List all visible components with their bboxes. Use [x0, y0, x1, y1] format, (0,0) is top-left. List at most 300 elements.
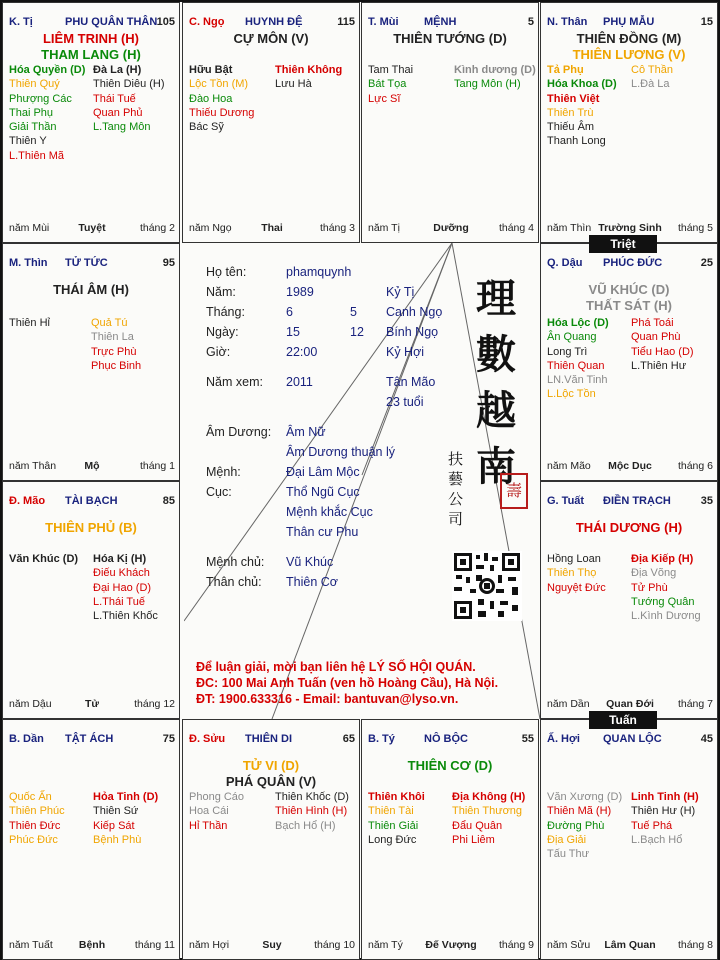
palace-house-name: PHÚC ĐỨC: [603, 257, 663, 269]
palace-age-number: 95: [162, 257, 175, 269]
minor-star: Linh Tinh (H): [631, 791, 699, 803]
info-value: 2011: [286, 375, 313, 389]
minor-star: Lưu Hà: [275, 78, 312, 91]
palace-footer: [547, 460, 713, 473]
minor-stars-right: [275, 790, 349, 833]
minor-star: Thiên Thọ: [547, 567, 597, 580]
info-label: Mệnh chủ:: [206, 555, 265, 569]
minor-star: Quan Phù: [631, 331, 681, 344]
info-label: Âm Dương:: [206, 425, 272, 439]
minor-star: Thiên Khôi: [368, 791, 425, 803]
info-row: [206, 325, 446, 341]
main-star: THIÊN ĐỒNG (M): [576, 31, 682, 46]
palace-branch: Ấ. Hợi: [547, 733, 580, 745]
palace-house-name: PHỤ MẪU: [603, 16, 655, 28]
center-info-panel: [184, 243, 540, 719]
minor-star: Thiên Thương: [452, 805, 523, 818]
minor-star: Quốc Ấn: [9, 791, 52, 803]
lunar-month: tháng 9: [498, 939, 534, 951]
minor-star: Kình dương (D): [454, 64, 536, 76]
info-row: [206, 285, 446, 301]
marker-tag: Tuấn: [589, 711, 657, 729]
minor-star: Giải Thần: [9, 121, 57, 134]
info-value-canchi: Kỷ Hợi: [386, 345, 425, 359]
info-value-canchi: 23 tuổi: [386, 395, 424, 409]
main-star: TỬ VI (D): [242, 758, 300, 773]
palace-header: [368, 733, 534, 747]
calligraphy-char: 藝: [448, 470, 464, 488]
minor-star: L.Bạch Hổ: [631, 833, 683, 846]
lunar-year: năm Mùi: [9, 222, 50, 234]
lunar-year: năm Dậu: [9, 698, 52, 710]
minor-star: Phá Toái: [631, 317, 674, 329]
minor-stars-right: [631, 790, 699, 847]
life-stage: Lâm Quan: [604, 939, 656, 951]
palace-footer: [9, 222, 175, 235]
minor-star: Kiếp Sát: [93, 819, 135, 832]
life-stage: Dưỡng: [433, 222, 469, 234]
info-row: [206, 345, 446, 361]
minor-star: Thiên Việt: [547, 92, 600, 105]
lunar-month: tháng 12: [134, 698, 175, 710]
minor-stars-left: [9, 63, 85, 163]
minor-star: Tuế Phá: [631, 819, 673, 832]
minor-star: Tang Môn (H): [454, 78, 521, 91]
minor-star: L.Thiên Mã: [9, 149, 65, 162]
lunar-year: năm Ngọ: [189, 222, 232, 234]
info-label: Tháng:: [206, 305, 245, 319]
minor-star: Bát Tọa: [368, 78, 407, 91]
minor-stars-left: [547, 63, 617, 149]
palace-hoi[interactable]: [540, 719, 718, 960]
info-value-canchi: Canh Ngọ: [386, 305, 443, 319]
main-star: LIÊM TRINH (H): [42, 31, 140, 46]
palace-age-number: 65: [342, 733, 355, 745]
palace-house-name: HUYNH ĐỆ: [245, 16, 303, 28]
lunar-month: tháng 2: [139, 222, 175, 234]
minor-stars-left: [368, 790, 425, 847]
info-label: Năm xem:: [206, 375, 263, 389]
minor-star: Thiên Quan: [547, 359, 605, 372]
palace-age-number: 25: [700, 257, 713, 269]
minor-star: Đường Phù: [547, 819, 605, 832]
info-row: [206, 505, 446, 521]
minor-star: Thiên Phúc: [9, 805, 65, 818]
lunar-month: tháng 10: [314, 939, 355, 951]
minor-star: Thanh Long: [547, 135, 606, 148]
main-stars: [541, 520, 717, 536]
main-stars: [541, 31, 717, 63]
minor-stars-right: [93, 552, 158, 623]
main-stars: [3, 31, 179, 63]
lunar-year: năm Thân: [9, 460, 57, 472]
minor-star: Thiên La: [91, 331, 134, 344]
info-row: [206, 375, 446, 391]
main-stars: [362, 31, 538, 47]
palace-branch: Đ. Sửu: [189, 733, 226, 745]
palace-mao[interactable]: [2, 481, 180, 719]
life-stage: Bệnh: [78, 939, 106, 951]
info-row: [206, 305, 446, 321]
info-label: Năm:: [206, 285, 236, 299]
minor-star: Thiếu Dương: [189, 106, 255, 119]
palace-footer: [9, 698, 175, 711]
minor-star: Địa Không (H): [452, 791, 526, 803]
palace-footer: [368, 222, 534, 235]
minor-star: L.Thiên Khốc: [93, 610, 158, 623]
minor-stars-left: [368, 63, 413, 106]
minor-star: Tấu Thư: [547, 848, 590, 861]
minor-star: Tả Phụ: [547, 64, 584, 76]
minor-star: Lộc Tồn (M): [189, 78, 249, 91]
palace-branch: N. Thân: [547, 16, 588, 28]
minor-stars-right: [631, 63, 673, 92]
minor-star: Tam Thai: [368, 64, 414, 76]
minor-star: Hồng Loan: [547, 553, 601, 565]
minor-star: Ân Quang: [547, 331, 597, 344]
minor-stars-left: [9, 552, 78, 566]
minor-star: Thai Phụ: [9, 106, 54, 119]
minor-star: Hóa Quyền (D): [9, 64, 86, 76]
minor-star: Tiểu Hao (D): [631, 345, 694, 358]
minor-stars-right: [452, 790, 525, 847]
lunar-year: năm Tị: [368, 222, 400, 234]
palace-header: [189, 733, 355, 747]
contact-block: [196, 659, 498, 707]
minor-star: Thiên Diêu (H): [93, 78, 165, 91]
palace-footer: [9, 939, 175, 952]
minor-star: Bác Sỹ: [189, 121, 224, 134]
palace-age-number: 115: [337, 16, 355, 28]
calligraphy-char: 理: [476, 275, 516, 322]
info-value-canchi: Tân Mão: [386, 375, 436, 389]
lunar-year: năm Dần: [547, 698, 590, 710]
palace-ty[interactable]: [2, 2, 180, 243]
minor-star: Lực Sĩ: [368, 92, 401, 105]
minor-star: Phúc Đức: [9, 833, 58, 846]
palace-header: [368, 16, 534, 30]
minor-stars-left: [9, 316, 50, 330]
info-value: Âm Nữ: [286, 425, 326, 439]
palace-footer: [189, 222, 355, 235]
info-row: [206, 265, 446, 281]
palace-age-number: 15: [700, 16, 713, 28]
minor-star: Thiên Trù: [547, 106, 594, 119]
minor-stars-left: [547, 552, 606, 595]
minor-star: Thiên Sứ: [93, 805, 139, 818]
palace-age-number: 55: [521, 733, 534, 745]
info-value: 15: [286, 325, 300, 339]
minor-star: Hóa Lộc (D): [547, 317, 609, 329]
lunar-year: năm Mão: [547, 460, 591, 472]
minor-star: L.Lộc Tồn: [547, 388, 596, 401]
minor-star: Điếu Khách: [93, 567, 150, 580]
lunar-month: tháng 8: [677, 939, 713, 951]
minor-star: L.Kình Dương: [631, 610, 701, 623]
minor-star: Văn Xương (D): [547, 791, 623, 803]
calligraphy-char: 公: [448, 490, 464, 508]
life-stage: Mộc Dục: [608, 460, 652, 472]
palace-branch: Q. Dậu: [547, 257, 583, 269]
palace-age-number: 5: [527, 16, 534, 28]
main-star: THIÊN PHỦ (B): [45, 520, 137, 535]
lunar-month: tháng 4: [498, 222, 534, 234]
info-label: Cục:: [206, 485, 232, 499]
life-stage: Quan Đới: [606, 698, 654, 710]
palace-branch: T. Mùi: [368, 16, 399, 28]
main-star: THAM LANG (H): [41, 47, 141, 62]
info-row: [206, 445, 446, 461]
minor-stars-right: [631, 316, 694, 373]
palace-house-name: TÀI BẠCH: [65, 495, 118, 507]
lunar-year: năm Tý: [368, 939, 403, 951]
main-star: CỰ MÔN (V): [233, 31, 309, 46]
info-value-lunar: 12: [350, 325, 364, 339]
palace-house-name: QUAN LỘC: [603, 733, 662, 745]
minor-star: Đại Hao (D): [93, 581, 152, 594]
calligraphy-subtitle: [448, 449, 464, 529]
palace-header: [547, 495, 713, 509]
minor-star: Địa Kiếp (H): [631, 553, 694, 565]
info-value-canchi: Kỷ Tị: [386, 285, 415, 299]
minor-star: Thiên Quý: [9, 78, 60, 91]
minor-star: Hữu Bật: [189, 64, 233, 76]
calligraphy-title: [472, 271, 520, 495]
main-star: VŨ KHÚC (D): [588, 282, 670, 297]
main-stars: [183, 758, 359, 790]
lunar-year: năm Tuất: [9, 939, 53, 951]
palace-house-name: PHU QUÂN THÂN: [65, 16, 158, 28]
calligraphy-char: 越: [476, 387, 516, 434]
marker-tag: Triệt: [589, 235, 657, 253]
main-stars: [362, 758, 538, 774]
calligraphy-char: 南: [476, 443, 516, 490]
minor-stars-left: [189, 790, 244, 833]
info-value: 1989: [286, 285, 314, 299]
minor-star: Văn Khúc (D): [9, 553, 79, 565]
minor-stars-left: [547, 316, 609, 402]
life-stage: Tuyệt: [78, 222, 106, 234]
palace-ti[interactable]: [361, 719, 539, 960]
minor-star: Thiên Tài: [368, 805, 414, 818]
palace-age-number: 35: [700, 495, 713, 507]
minor-star: Quan Phủ: [93, 106, 143, 119]
minor-stars-right: [93, 63, 165, 134]
qr-code[interactable]: [452, 551, 522, 621]
palace-dau[interactable]: [540, 243, 718, 481]
minor-star: Đà La (H): [93, 64, 142, 76]
info-value: Vũ Khúc: [286, 555, 334, 569]
palace-header: [547, 16, 713, 30]
info-label: Thân chủ:: [206, 575, 262, 589]
palace-branch: B. Dần: [9, 733, 44, 745]
palace-tuat[interactable]: [540, 481, 718, 719]
palace-suu[interactable]: [182, 719, 360, 960]
info-label: Giờ:: [206, 345, 231, 359]
minor-star: Đẩu Quân: [452, 819, 503, 832]
life-stage: Tử: [84, 698, 100, 710]
info-value: Thổ Ngũ Cục: [286, 485, 360, 499]
palace-house-name: NÔ BỘC: [424, 733, 468, 745]
info-row: [206, 525, 446, 541]
main-star: THIÊN LƯƠNG (V): [572, 47, 686, 62]
info-value: Đại Lâm Mộc: [286, 465, 360, 479]
minor-star: L.Thiên Hư: [631, 359, 687, 372]
info-label: Mệnh:: [206, 465, 241, 479]
palace-age-number: 75: [162, 733, 175, 745]
palace-branch: B. Tý: [368, 733, 395, 745]
palace-dan[interactable]: [2, 719, 180, 960]
info-value: phamquynh: [286, 265, 352, 279]
minor-star: L.Thái Tuế: [93, 595, 145, 608]
minor-star: Hóa Khoa (D): [547, 78, 617, 91]
palace-than[interactable]: [540, 2, 718, 243]
palace-house-name: TỬ TỨC: [65, 257, 108, 269]
minor-star: Tử Phù: [631, 581, 668, 594]
lunar-month: tháng 1: [139, 460, 175, 472]
minor-star: Hỉ Thần: [189, 819, 228, 832]
life-stage: Suy: [262, 939, 282, 951]
info-row: [206, 575, 446, 591]
minor-star: L.Tang Môn: [93, 121, 151, 134]
lunar-year: năm Thìn: [547, 222, 592, 234]
palace-branch: G. Tuất: [547, 495, 585, 507]
palace-header: [9, 16, 175, 30]
lunar-month: tháng 5: [677, 222, 713, 234]
palace-footer: [547, 698, 713, 711]
minor-star: Phục Binh: [91, 359, 142, 372]
palace-house-name: TẬT ÁCH: [65, 733, 114, 745]
life-stage: Mộ: [84, 460, 100, 472]
info-value: 22:00: [286, 345, 318, 359]
palace-branch: M. Thìn: [9, 257, 48, 269]
main-stars: [3, 282, 179, 298]
minor-star: Thiên Không: [275, 64, 343, 76]
minor-stars-left: [547, 790, 622, 861]
lunar-year: năm Sửu: [547, 939, 591, 951]
minor-star: Hóa Kị (H): [93, 553, 147, 565]
palace-footer: [547, 939, 713, 952]
minor-stars-right: [454, 63, 536, 92]
palace-mui[interactable]: [361, 2, 539, 243]
lunar-month: tháng 11: [134, 939, 175, 951]
palace-house-name: ĐIỀN TRẠCH: [603, 495, 671, 507]
palace-header: [9, 733, 175, 747]
minor-stars-left: [189, 63, 254, 134]
minor-star: Thiên Khốc (D): [275, 791, 349, 803]
minor-star: Thiên Đức: [9, 819, 61, 832]
palace-branch: C. Ngọ: [189, 16, 225, 28]
info-row: [206, 465, 446, 481]
palace-footer: [547, 222, 713, 235]
calligraphy-char: 扶: [448, 450, 464, 468]
minor-stars-left: [9, 790, 65, 847]
minor-star: Long Đức: [368, 833, 417, 846]
palace-footer: [9, 460, 175, 473]
red-seal-stamp: 壽: [500, 473, 528, 509]
info-value: Âm Dương thuận lý: [286, 445, 395, 459]
info-row: [206, 485, 446, 501]
minor-star: Phong Cáo: [189, 791, 245, 803]
main-star: PHÁ QUÂN (V): [225, 774, 317, 789]
palace-branch: K. Tị: [9, 16, 33, 28]
palace-age-number: 105: [156, 16, 175, 28]
minor-star: Tướng Quân: [631, 595, 695, 608]
palace-thin[interactable]: [2, 243, 180, 481]
minor-star: Địa Võng: [631, 567, 677, 580]
lunar-month: tháng 7: [677, 698, 713, 710]
palace-age-number: 45: [700, 733, 713, 745]
palace-branch: Đ. Mão: [9, 495, 46, 507]
contact-line: ĐC: 100 Mai Anh Tuấn (ven hồ Hoàng Cầu), Hà Nội.: [196, 676, 499, 690]
minor-star: Phượng Các: [9, 92, 72, 105]
info-value: 6: [286, 305, 293, 319]
minor-star: Hỏa Tinh (D): [93, 791, 159, 803]
main-star: THÁI ÂM (H): [53, 282, 129, 297]
palace-header: [9, 495, 175, 509]
minor-stars-right: [631, 552, 701, 623]
minor-star: Quả Tú: [91, 317, 128, 329]
minor-star: Thái Tuế: [93, 92, 136, 105]
palace-header: [547, 733, 713, 747]
minor-star: L.Đà La: [631, 78, 670, 91]
minor-star: Phi Liêm: [452, 833, 495, 846]
contact-line[interactable]: ĐT: 1900.633316 - Email: bantuvan@lyso.vn.: [196, 692, 459, 706]
minor-star: Thiên Hỉ: [9, 317, 50, 329]
palace-header: [547, 257, 713, 271]
main-star: THIÊN TƯỚNG (D): [393, 31, 507, 46]
palace-header: [9, 257, 175, 271]
minor-star: Thiên Mã (H): [547, 805, 612, 818]
minor-star: Hoa Cái: [189, 805, 229, 818]
calligraphy-char: 數: [476, 331, 516, 378]
palace-ngo[interactable]: [182, 2, 360, 243]
minor-star: Trực Phù: [91, 345, 137, 358]
info-value: Mệnh khắc Cục: [286, 505, 373, 519]
palace-house-name: MỆNH: [424, 16, 457, 28]
palace-header: [189, 16, 355, 30]
info-label: Ngày:: [206, 325, 239, 339]
minor-star: Nguyệt Đức: [547, 581, 606, 594]
minor-star: Thiên Hình (H): [275, 805, 348, 818]
main-star: THÁI DƯƠNG (H): [575, 520, 683, 535]
life-stage: Đế Vượng: [425, 939, 477, 951]
calligraphy-char: 司: [448, 510, 464, 528]
life-stage: Thai: [261, 222, 283, 234]
minor-star: Bệnh Phù: [93, 833, 142, 846]
minor-stars-right: [275, 63, 342, 92]
minor-star: Đào Hoa: [189, 92, 233, 105]
contact-line: Để luận giải, mời bạn liên hệ LÝ SỐ HỘI QUÁN.: [196, 660, 476, 674]
minor-star: Long Trì: [547, 345, 588, 358]
palace-age-number: 85: [162, 495, 175, 507]
info-value-lunar: 5: [350, 305, 357, 319]
lunar-month: tháng 6: [677, 460, 713, 472]
main-stars: [541, 282, 717, 314]
palace-house-name: THIÊN DI: [245, 733, 293, 745]
lunar-year: năm Hợi: [189, 939, 230, 951]
palace-footer: [189, 939, 355, 952]
lunar-month: tháng 3: [319, 222, 355, 234]
info-row: [206, 425, 446, 441]
palace-footer: [368, 939, 534, 952]
minor-star: Thiên Hư (H): [631, 805, 696, 818]
main-stars: [3, 520, 179, 536]
info-label: Họ tên:: [206, 265, 247, 279]
minor-star: Bạch Hổ (H): [275, 819, 336, 832]
minor-star: Địa Giải: [547, 833, 587, 846]
minor-star: Thiên Giải: [368, 819, 419, 832]
